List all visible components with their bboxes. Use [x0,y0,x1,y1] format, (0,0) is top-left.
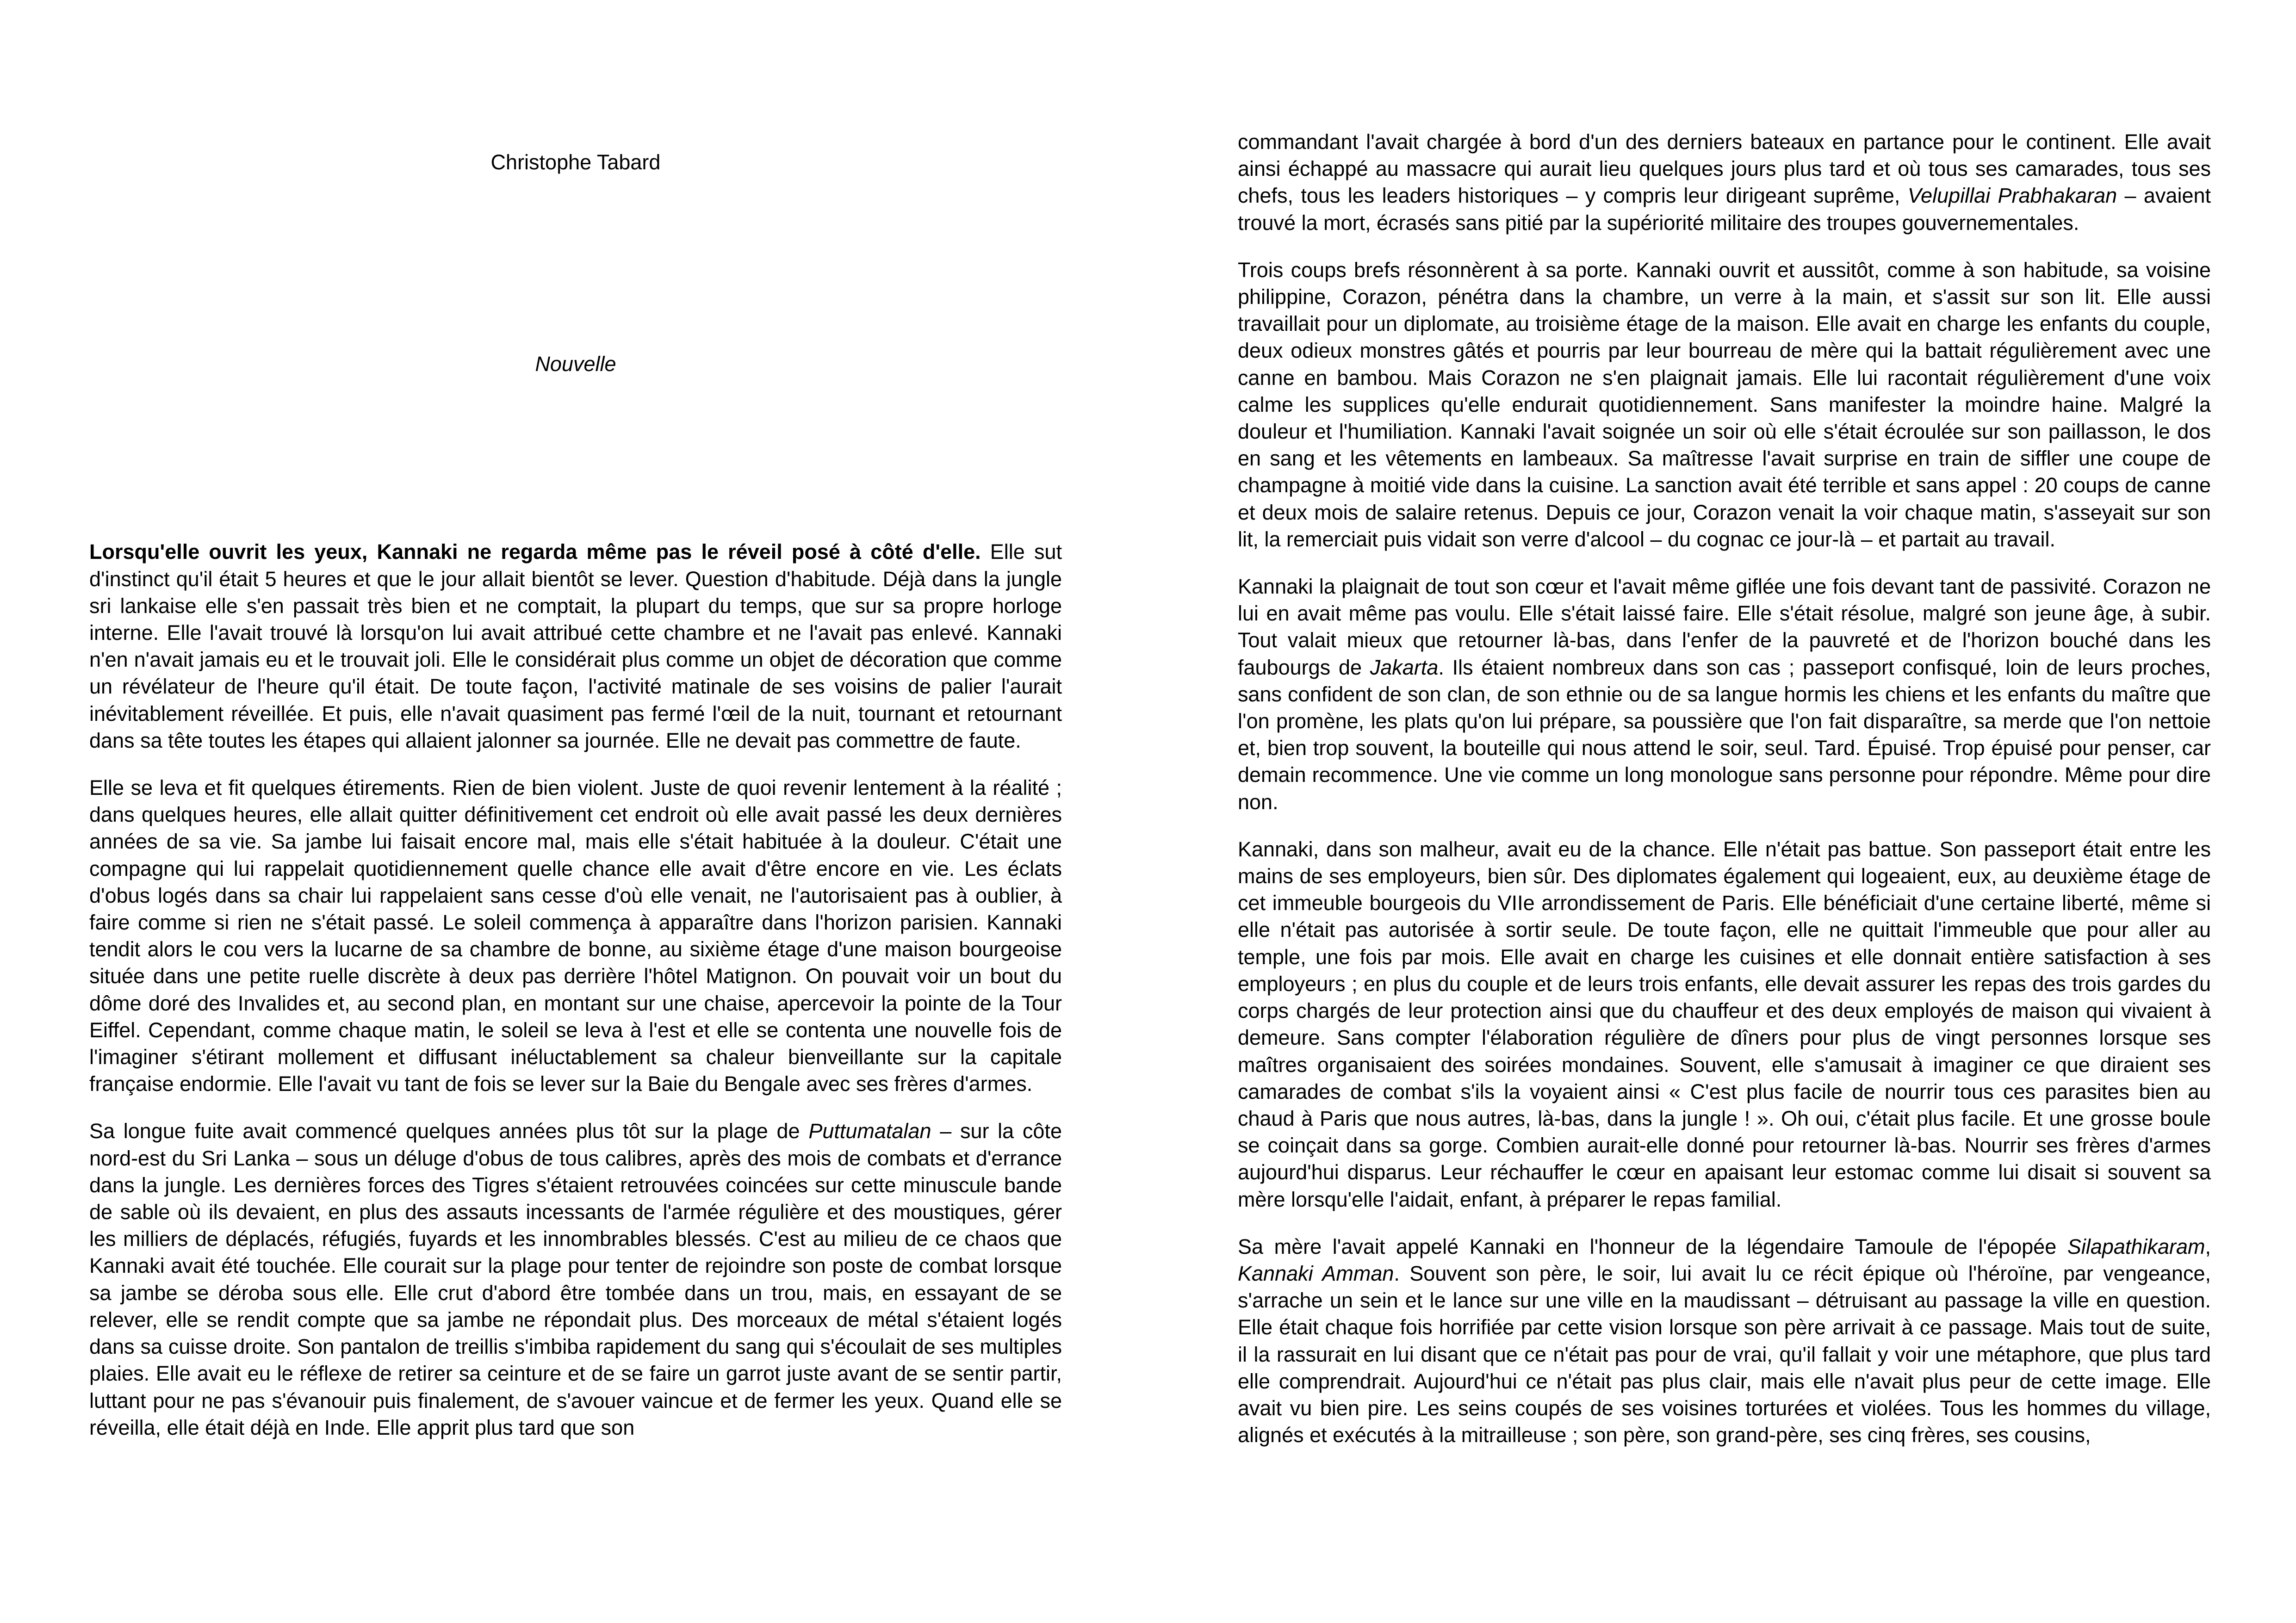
right-column [1238,129,2211,1449]
paragraph-8 [1238,1233,2211,1449]
paragraph-6-text-a: Kannaki la plaignait de tout son cœur et l'avait même giflée une fois devant tant de passivité. Corazon ne lui en avait même pas voulu. Elle s'était laissé faire. Elle s'était résolue, malgré son jeune âge, à subir. Tout valait mieux que retourner là-bas, dans l'enfer de la pauvreté et de l'horizon bouché dans les faubourgs de [1238,575,2211,679]
paragraph-1-text: Elle sut d'instinct qu'il était 5 heures et que le jour allait bientôt se lever. Question d'habitude. Déjà dans la jungle sri lankaise elle s'en passait très bien et ne comptait, la plupart du temps, que sur sa propre horloge interne. Elle l'avait trouvé là lorsqu'on lui avait attribué cette chambre et ne l'avait pas enlevé. Kannaki n'en n'avait jamais eu et le trouvait joli. Elle le considérait plus comme un objet de décoration que comme un révélateur de l'heure qu'il était. De toute façon, l'activité matinale de ses voisins de palier l'aurait inévitablement réveillée. Et puis, elle n'avait quasiment pas fermé l'œil de la nuit, tournant et retournant dans sa tête toutes les étapes qui allaient jalonner sa journée. Elle ne devait pas commettre de faute. [89,540,1062,752]
paragraph-5: Trois coups brefs résonnèrent à sa porte. Kannaki ouvrit et aussitôt, comme à son habitude, sa voisine philippine, Corazon, pénétra dans la chambre, un verre à la main, et s'assit sur son lit. Elle aussi travaillait pour un diplomate, au troisième étage de la maison. Elle avait en charge les enfants du couple, deux odieux monstres gâtés et pourris par leur bourreau de mère qui la battait régulièrement avec une canne en bambou. Mais Corazon ne s'en plaignait jamais. Elle lui racontait régulièrement d'une voix calme les supplices qu'elle endurait quotidiennement. Sans manifester la moindre haine. Malgré la douleur et l'humiliation. Kannaki l'avait soignée un soir où elle s'était écroulée sur son paillasson, le dos en sang et les vêtements en lambeaux. Sa maîtresse l'avait surprise en train de siffler une coupe de champagne à moitié vide dans la cuisine. La sanction avait été terrible et sans appel : 20 coups de canne et deux mois de salaire retenus. Depuis ce jour, Corazon venait la voir chaque matin, s'asseyait sur son lit, la remerciait puis vidait son verre d'alcool – du cognac ce jour-là – et partait au travail. [1238,258,2211,551]
paragraph-6 [1238,573,2211,816]
paragraph-7: Kannaki, dans son malheur, avait eu de la chance. Elle n'était pas battue. Son passeport était entre les mains de ses employeurs, bien sûr. Des diplomates également qui logeaient, eux, au deuxième étage de cet immeuble bourgeois du VIIe arrondissement de Paris. Elle bénéficiait d'une certaine liberté, même si elle n'était pas autorisée à sortir seule. De toute façon, elle ne quittait l'immeuble que pour aller au temple, une fois par mois. Elle avait en charge les cuisines et elle donnait entière satisfaction à ses employeurs ; en plus du couple et de leurs trois enfants, elle devait assurer les repas des trois gardes du corps chargés de leur protection ainsi que du chauffeur et des deux employés de maison qui vivaient à demeure. Sans compter l'élaboration régulière de dîners pour plus de vingt personnes lorsque ses maîtres organisaient des soirées mondaines. Souvent, elle s'amusait à imaginer ce que diraient ses camarades de combat s'ils la voyaient ainsi « C'est plus facile de nourrir tous ces parasites bien au chaud à Paris que nous autres, là-bas, dans la jungle ! ». Oh oui, c'était plus facile. Et une grosse boule se coinçait dans sa gorge. Combien aurait-elle donné pour retourner là-bas. Nourrir ses frères d'armes aujourd'hui disparus. Leur réchauffer le cœur en apaisant leur estomac comme lui disait si souvent sa mère lorsqu'elle l'aidait, enfant, à préparer le repas familial. [1238,837,2211,1211]
paragraph-1 [89,539,1062,754]
place-name-puttumatalan: Puttumatalan [808,1119,931,1143]
paragraph-3-text-b: – sur la côte nord-est du Sri Lanka – sous un déluge d'obus de tous calibres, après des mois de combats et d'errance dans la jungle. Les dernières forces des Tigres s'étaient retrouvées coincées sur cette minuscule bande de sable où ils devaient, en plus des assauts incessants de l'armée régulière et des moustiques, gérer les milliers de déplacés, réfugiés, fuyards et les innombrables blessés. C'est au milieu de ce chaos que Kannaki avait été touchée. Elle courait sur la plage pour tenter de rejoindre son poste de combat lorsque sa jambe se déroba sous elle. Elle crut d'abord être tombée dans un trou, mais, en essayant de se relever, elle se rendit compte que sa jambe ne répondait plus. Des morceaux de métal s'étaient logés dans sa cuisse droite. Son pantalon de treillis s'imbiba rapidement du sang qui s'écoulait de ses multiples plaies. Elle avait eu le réflexe de retirer sa ceinture et de se faire un garrot juste avant de se sentir partir, luttant pour ne pas s'évanouir puis finalement, de s'avouer vaincue et de fermer les yeux. Quand elle se réveilla, elle était déjà en Inde. Elle apprit plus tard que son [89,1119,1062,1439]
author-name: Christophe Tabard [490,150,661,174]
epic-title-silapathikaram: Silapathikaram [2067,1234,2205,1258]
paragraph-4 [1238,129,2211,236]
opening-sentence: Lorsqu'elle ouvrit les yeux, Kannaki ne regarda même pas le réveil posé à côté d'elle. [89,540,981,564]
genre-label: Nouvelle [535,352,616,376]
left-column [89,83,1062,1441]
paragraph-4-text-a: commandant l'avait chargée à bord d'un des derniers bateaux en partance pour le continent. Elle avait ainsi échappé au massacre qui aurait lieu quelques jours plus tard et où tous ses camarades, tous ses chefs, tous les leaders historiques – y compris leur dirigeant suprême, [1238,130,2211,208]
heroine-name-kannaki-amman: Kannaki Amman [1238,1261,1394,1285]
paragraph-8-text-a: Sa mère l'avait appelé Kannaki en l'honneur de la légendaire Tamoule de l'épopée [1238,1234,2067,1258]
place-name-jakarta: Jakarta [1370,655,1439,679]
paragraph-8-text-b: . Souvent son père, le soir, lui avait lu ce récit épique où l'héroïne, par vengeance, s'arrache un sein et le lance sur une ville en la maudissant – détruisant au passage la ville en question. Elle était chaque fois horrifiée par cette vision lorsque son père arrivait à ce passage. Mais tout de suite, il la rassurait en lui disant que ce n'était pas pour de vrai, qu'il fallait y voir une métaphore, que plus tard elle comprendrait. Aujourd'hui ce n'était pas plus clair, mais elle n'avait plus peur de cette image. Elle avait vu bien pire. Les seins coupés de ses voisines torturées et violées. Tous les hommes du village, alignés et exécutés à la mitrailleuse ; son père, son grand-père, ses cinq frères, ses cousins, [1238,1261,2211,1447]
person-name-prabhakaran: Velupillai Prabhakaran [1907,184,2117,208]
paragraph-3 [89,1118,1062,1441]
paragraph-8-separator: , [2205,1234,2211,1258]
paragraph-2: Elle se leva et fit quelques étirements. Rien de bien violent. Juste de quoi revenir lentement à la réalité ; dans quelques heures, elle allait quitter définitivement cet endroit où elle avait passé les deux dernières années de sa vie. Sa jambe lui faisait encore mal, mais elle s'était habituée à la douleur. C'était une compagne qui lui rappelait quotidiennement quelle chance elle avait d'être encore en vie. Les éclats d'obus logés dans sa chair lui rappelaient sans cesse d'où elle venait, ne l'autorisaient pas à oublier, à faire comme si rien ne s'était passé. Le soleil commença à apparaître dans l'horizon parisien. Kannaki tendit alors le cou vers la lucarne de sa chambre de bonne, au sixième étage d'une maison bourgeoise située dans une petite ruelle discrète à deux pas derrière l'hôtel Matignon. On pouvait voir un bout du dôme doré des Invalides et, au second plan, en montant sur une chaise, apercevoir la pointe de la Tour Eiffel. Cependant, comme chaque matin, le soleil se leva à l'est et elle se contenta une nouvelle fois de l'imaginer s'étirant mollement et diffusant inéluctablement sa chaleur bienveillante sur la capitale française endormie. Elle l'avait vu tant de fois se lever sur la Baie du Bengale avec ses frères d'armes. [89,776,1062,1096]
paragraph-4-text-b: – avaient trouvé la mort, écrasés sans pitié par la supériorité militaire des troupes gouvernementales. [1238,184,2211,235]
paragraph-3-text-a: Sa longue fuite avait commencé quelques années plus tôt sur la plage de [89,1119,809,1143]
paragraph-6-text-b: . Ils étaient nombreux dans son cas ; passeport confisqué, loin de leurs proches, sans confident de son clan, de son ethnie ou de sa langue hormis les chiens et les enfants du maître que l'on promène, les plats qu'on lui prépare, sa poussière que l'on fait disparaître, sa merde que l'on nettoie et, bien trop souvent, la bouteille qui nous attend le soir, seul. Tard. Épuisé. Trop épuisé pour penser, car demain recommence. Une vie comme un long monologue sans personne pour répondre. Même pour dire non. [1238,655,2211,814]
